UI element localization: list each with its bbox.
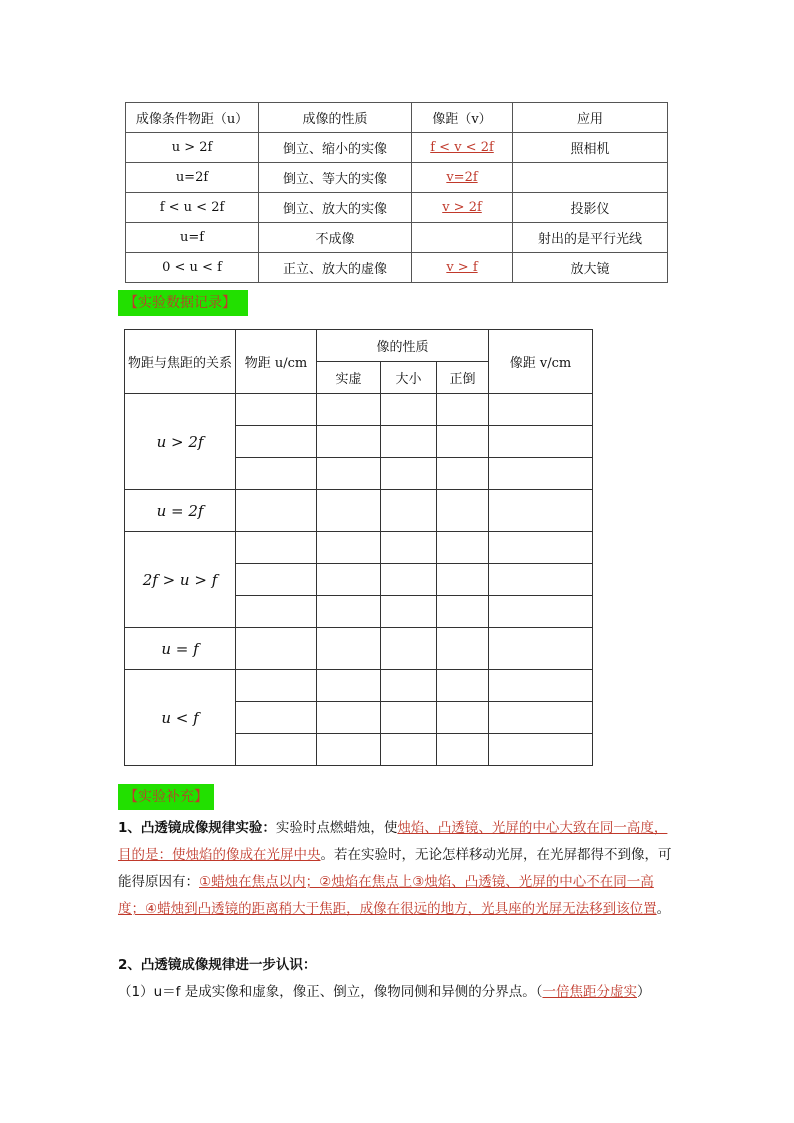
table-row xyxy=(126,163,668,193)
table-row xyxy=(126,193,668,223)
empty-cell[interactable] xyxy=(317,628,381,670)
table-row xyxy=(126,223,668,253)
cell: f < u < 2f xyxy=(126,193,259,223)
empty-cell[interactable] xyxy=(381,426,437,458)
empty-cell[interactable] xyxy=(317,564,381,596)
header-real-virtual: 实虚 xyxy=(317,362,381,394)
text: ） xyxy=(636,984,651,1000)
text: 。 xyxy=(656,901,671,917)
cell: 正立、放大的虚像 xyxy=(259,253,412,283)
relation-cell: u > 2f xyxy=(125,394,236,490)
table-row xyxy=(126,253,668,283)
relation-cell: 2f > u > f xyxy=(125,532,236,628)
empty-cell[interactable] xyxy=(317,670,381,702)
header-cell: 应用 xyxy=(513,103,668,133)
cell: f < v < 2f xyxy=(412,133,513,163)
empty-cell[interactable] xyxy=(381,490,437,532)
imaging-rules-table xyxy=(125,102,668,283)
table-row xyxy=(125,490,593,532)
empty-cell[interactable] xyxy=(381,628,437,670)
relation-cell: u < f xyxy=(125,670,236,766)
empty-cell[interactable] xyxy=(381,458,437,490)
text: 实验时点燃蜡烛，使 xyxy=(275,820,398,836)
empty-cell[interactable] xyxy=(317,734,381,766)
relation-cell: u = f xyxy=(125,628,236,670)
header-cell: 成像的性质 xyxy=(259,103,412,133)
header-cell: 像距（v） xyxy=(412,103,513,133)
empty-cell[interactable] xyxy=(317,394,381,426)
empty-cell[interactable] xyxy=(437,458,489,490)
empty-cell[interactable] xyxy=(437,426,489,458)
section-label-data-record: 【实验数据记录】 xyxy=(118,290,248,316)
header-object-distance: 物距 u/cm xyxy=(236,330,317,394)
empty-cell[interactable] xyxy=(489,628,593,670)
empty-cell[interactable] xyxy=(437,734,489,766)
header-image-property: 像的性质 xyxy=(317,330,489,362)
empty-cell[interactable] xyxy=(489,532,593,564)
empty-cell[interactable] xyxy=(236,596,317,628)
empty-cell[interactable] xyxy=(381,394,437,426)
cell: 0 < u < f xyxy=(126,253,259,283)
header-orientation: 正倒 xyxy=(437,362,489,394)
empty-cell[interactable] xyxy=(381,596,437,628)
cell: 放大镜 xyxy=(513,253,668,283)
relation-cell: u = 2f xyxy=(125,490,236,532)
empty-cell[interactable] xyxy=(236,490,317,532)
empty-cell[interactable] xyxy=(489,394,593,426)
empty-cell[interactable] xyxy=(381,532,437,564)
header-size: 大小 xyxy=(381,362,437,394)
table-header-row xyxy=(126,103,668,133)
empty-cell[interactable] xyxy=(489,670,593,702)
empty-cell[interactable] xyxy=(437,702,489,734)
table-row xyxy=(125,670,593,702)
cell: 倒立、缩小的实像 xyxy=(259,133,412,163)
cell: 照相机 xyxy=(513,133,668,163)
text: （1）u＝f 是成实像和虚象，像正、倒立，像物同侧和异侧的分界点。（ xyxy=(118,984,543,1000)
empty-cell[interactable] xyxy=(437,596,489,628)
cell: 倒立、等大的实像 xyxy=(259,163,412,193)
cell: v > f xyxy=(412,253,513,283)
highlight-text: 烛焰、凸透镜、光屏的中心大致在同一高度，目的是：使烛焰的像成在光屏中央 xyxy=(118,820,668,863)
header-image-distance: 像距 v/cm xyxy=(489,330,593,394)
paragraph-2 xyxy=(118,952,678,1006)
empty-cell[interactable] xyxy=(236,702,317,734)
empty-cell[interactable] xyxy=(437,564,489,596)
cell: 投影仪 xyxy=(513,193,668,223)
empty-cell[interactable] xyxy=(489,490,593,532)
paragraph-title: 1、凸透镜成像规律实验： xyxy=(118,820,276,836)
empty-cell[interactable] xyxy=(437,532,489,564)
paragraph-1 xyxy=(118,815,678,923)
cell xyxy=(412,223,513,253)
empty-cell[interactable] xyxy=(236,394,317,426)
empty-cell[interactable] xyxy=(437,394,489,426)
cell: v > 2f xyxy=(412,193,513,223)
empty-cell[interactable] xyxy=(489,458,593,490)
table-header-row xyxy=(125,330,593,362)
cell: u=2f xyxy=(126,163,259,193)
empty-cell[interactable] xyxy=(489,702,593,734)
table-row xyxy=(125,532,593,564)
section-label-supplement: 【实验补充】 xyxy=(118,784,214,810)
highlight-text: 一倍焦距分虚实 xyxy=(542,984,637,1000)
cell xyxy=(513,163,668,193)
empty-cell[interactable] xyxy=(489,564,593,596)
table-row xyxy=(125,394,593,426)
data-record-table xyxy=(124,329,593,766)
empty-cell[interactable] xyxy=(236,628,317,670)
table-row xyxy=(125,628,593,670)
paragraph-line xyxy=(118,979,678,1006)
table-row xyxy=(126,133,668,163)
empty-cell[interactable] xyxy=(236,458,317,490)
cell: v=2f xyxy=(412,163,513,193)
empty-cell[interactable] xyxy=(381,702,437,734)
empty-cell[interactable] xyxy=(489,426,593,458)
empty-cell[interactable] xyxy=(489,734,593,766)
empty-cell[interactable] xyxy=(437,670,489,702)
header-cell: 成像条件物距（u） xyxy=(126,103,259,133)
cell: u=f xyxy=(126,223,259,253)
empty-cell[interactable] xyxy=(317,532,381,564)
text: 。若在实验时，无论怎样移动光屏，在光屏都得不到像，可能得原因有： xyxy=(118,847,672,890)
paragraph-title: 2、凸透镜成像规律进一步认识： xyxy=(118,957,317,973)
header-relation: 物距与焦距的关系 xyxy=(125,330,236,394)
empty-cell[interactable] xyxy=(317,702,381,734)
empty-cell[interactable] xyxy=(236,426,317,458)
cell: 倒立、放大的实像 xyxy=(259,193,412,223)
empty-cell[interactable] xyxy=(236,670,317,702)
highlight-text: ①蜡烛在焦点以内；②烛焰在焦点上③烛焰、凸透镜、光屏的中心不在同一高度；④蜡烛到凸透镜的距离稍大于焦距，成像在很远的地方，光具座的光屏无法移到该位置 xyxy=(118,874,657,917)
empty-cell[interactable] xyxy=(381,670,437,702)
empty-cell[interactable] xyxy=(236,734,317,766)
empty-cell[interactable] xyxy=(317,596,381,628)
empty-cell[interactable] xyxy=(317,458,381,490)
empty-cell[interactable] xyxy=(437,490,489,532)
empty-cell[interactable] xyxy=(437,628,489,670)
empty-cell[interactable] xyxy=(317,490,381,532)
empty-cell[interactable] xyxy=(236,532,317,564)
empty-cell[interactable] xyxy=(381,564,437,596)
empty-cell[interactable] xyxy=(381,734,437,766)
cell: 射出的是平行光线 xyxy=(513,223,668,253)
cell: 不成像 xyxy=(259,223,412,253)
empty-cell[interactable] xyxy=(236,564,317,596)
empty-cell[interactable] xyxy=(489,596,593,628)
empty-cell[interactable] xyxy=(317,426,381,458)
cell: u > 2f xyxy=(126,133,259,163)
